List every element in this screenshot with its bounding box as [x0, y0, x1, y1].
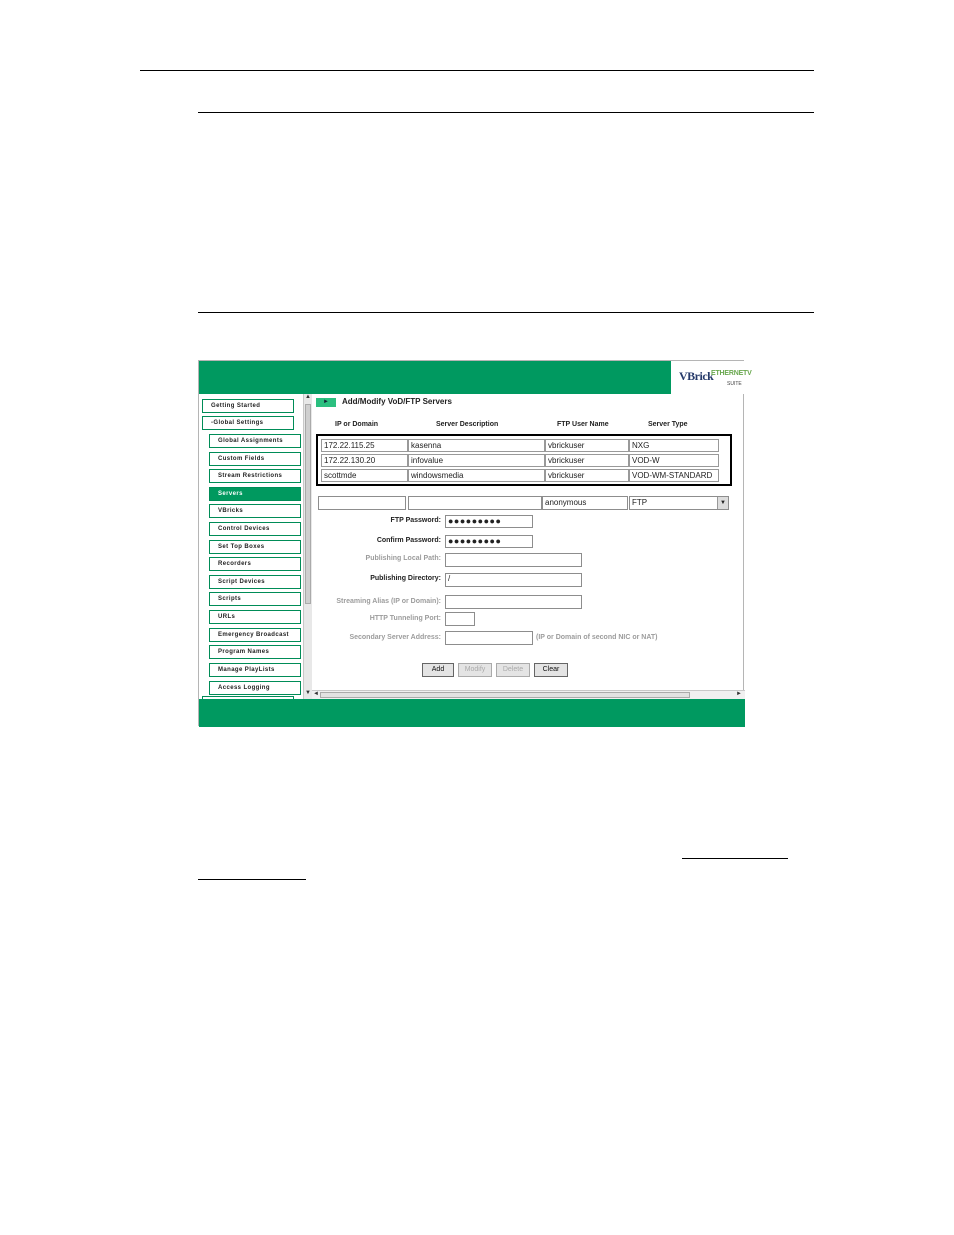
publishing-directory-label: Publishing Directory: — [370, 575, 441, 582]
delete-button[interactable]: Delete — [496, 663, 530, 677]
sidebar-item-emergency-broadcast[interactable]: Emergency Broadcast — [209, 628, 301, 642]
servers-screenshot — [198, 360, 752, 726]
sidebar-item-scripts[interactable]: Scripts — [209, 592, 301, 606]
logo-brand: VBrick — [679, 369, 714, 383]
table-row-2-type[interactable]: VOD-W — [629, 454, 719, 467]
server-type-select[interactable] — [629, 496, 729, 510]
col-ftp-user-name: FTP User Name — [557, 421, 609, 428]
play-arrow-icon[interactable]: ► — [316, 398, 336, 407]
sidebar-item-custom-fields[interactable]: Custom Fields — [209, 452, 301, 466]
sidebar-item-global-assignments[interactable]: Global Assignments — [209, 434, 301, 448]
server-list — [316, 434, 732, 486]
new-ip-input[interactable] — [318, 496, 406, 510]
sidebar-item-program-names[interactable]: Program Names — [209, 645, 301, 659]
secondary-server-label: Secondary Server Address: — [349, 634, 441, 641]
table-row-2-ip[interactable]: 172.22.130.20 — [321, 454, 408, 467]
server-type-value: FTP — [632, 498, 648, 507]
sidebar-item-set-top-boxes[interactable]: Set Top Boxes — [209, 540, 301, 554]
http-tunneling-label: HTTP Tunneling Port: — [369, 615, 441, 622]
local-path-label: Publishing Local Path: — [365, 555, 441, 562]
new-description-input[interactable] — [408, 496, 542, 510]
sidebar-scrollbar[interactable] — [303, 394, 312, 699]
sidebar-item-stream-restrictions[interactable]: Stream Restrictions — [209, 469, 301, 483]
table-row-2-user[interactable]: vbrickuser — [545, 454, 629, 467]
table-row-2-desc[interactable]: infovalue — [408, 454, 545, 467]
streaming-alias-label: Streaming Alias (IP or Domain): — [336, 598, 441, 605]
horizontal-scrollbar[interactable] — [312, 690, 745, 699]
scroll-down-icon[interactable]: ▼ — [305, 690, 311, 696]
sidebar-item-global-settings[interactable]: -Global Settings — [202, 416, 294, 430]
page-title: Add/Modify VoD/FTP Servers — [342, 397, 452, 406]
publishing-directory-input[interactable]: / — [445, 573, 582, 587]
main-panel — [312, 394, 745, 699]
table-row-3-ip[interactable]: scottmde — [321, 469, 408, 482]
col-server-type: Server Type — [648, 421, 688, 428]
link-underline-b — [198, 879, 306, 880]
logo-product: ETHERNETV — [711, 370, 752, 377]
top-banner — [199, 361, 745, 394]
sidebar-item-vbricks[interactable]: VBricks — [209, 504, 301, 518]
table-row-1-ip[interactable]: 172.22.115.25 — [321, 439, 408, 452]
table-row-1-user[interactable]: vbrickuser — [545, 439, 629, 452]
confirm-password-input[interactable]: ●●●●●●●●● — [445, 535, 533, 548]
chevron-down-icon[interactable]: ▼ — [717, 497, 728, 509]
sidebar-item-script-devices[interactable]: Script Devices — [209, 575, 301, 589]
scroll-right-icon[interactable]: ► — [736, 691, 742, 697]
streaming-alias-input[interactable] — [445, 595, 582, 609]
secondary-server-hint: (IP or Domain of second NIC or NAT) — [536, 634, 658, 641]
top-rule — [140, 70, 814, 71]
sidebar-nav — [199, 394, 303, 699]
col-ip-or-domain: IP or Domain — [335, 421, 379, 428]
vbrick-logo — [671, 361, 752, 394]
sidebar-item-urls[interactable]: URLs — [209, 610, 301, 624]
secondary-server-input[interactable] — [445, 631, 533, 645]
clear-button[interactable]: Clear — [534, 663, 568, 677]
horizontal-scroll-thumb[interactable] — [320, 692, 690, 698]
add-button[interactable]: Add — [422, 663, 454, 677]
section-rule-top — [198, 112, 814, 113]
col-server-description: Server Description — [436, 421, 499, 428]
http-tunneling-input[interactable] — [445, 612, 475, 626]
table-row-3-user[interactable]: vbrickuser — [545, 469, 629, 482]
bottom-banner — [199, 699, 745, 727]
ftp-password-label: FTP Password: — [390, 517, 441, 524]
scroll-left-icon[interactable]: ◄ — [313, 691, 319, 697]
new-user-input[interactable]: anonymous — [542, 496, 628, 510]
sidebar-item-control-devices[interactable]: Control Devices — [209, 522, 301, 536]
table-row-1-type[interactable]: NXG — [629, 439, 719, 452]
sidebar-item-manage-playlists[interactable]: Manage PlayLists — [209, 663, 301, 677]
ftp-password-input[interactable]: ●●●●●●●●● — [445, 515, 533, 528]
sidebar-item-access-logging[interactable]: Access Logging — [209, 681, 301, 695]
table-row-1-desc[interactable]: kasenna — [408, 439, 545, 452]
sidebar-item-recorders[interactable]: Recorders — [209, 557, 301, 571]
local-path-input[interactable] — [445, 553, 582, 567]
table-row-3-desc[interactable]: windowsmedia — [408, 469, 545, 482]
link-underline-a — [682, 858, 788, 859]
confirm-password-label: Confirm Password: — [376, 537, 441, 544]
scroll-up-icon[interactable]: ▲ — [305, 394, 311, 400]
table-row-3-type[interactable]: VOD-WM-STANDARD — [629, 469, 719, 482]
modify-button[interactable]: Modify — [458, 663, 492, 677]
sidebar-scroll-thumb[interactable] — [305, 404, 311, 604]
section-rule-bottom — [198, 312, 814, 313]
sidebar-item-servers[interactable]: Servers — [209, 487, 301, 501]
sidebar-item-getting-started[interactable]: Getting Started — [202, 399, 294, 413]
logo-suite: SUITE — [727, 381, 742, 387]
